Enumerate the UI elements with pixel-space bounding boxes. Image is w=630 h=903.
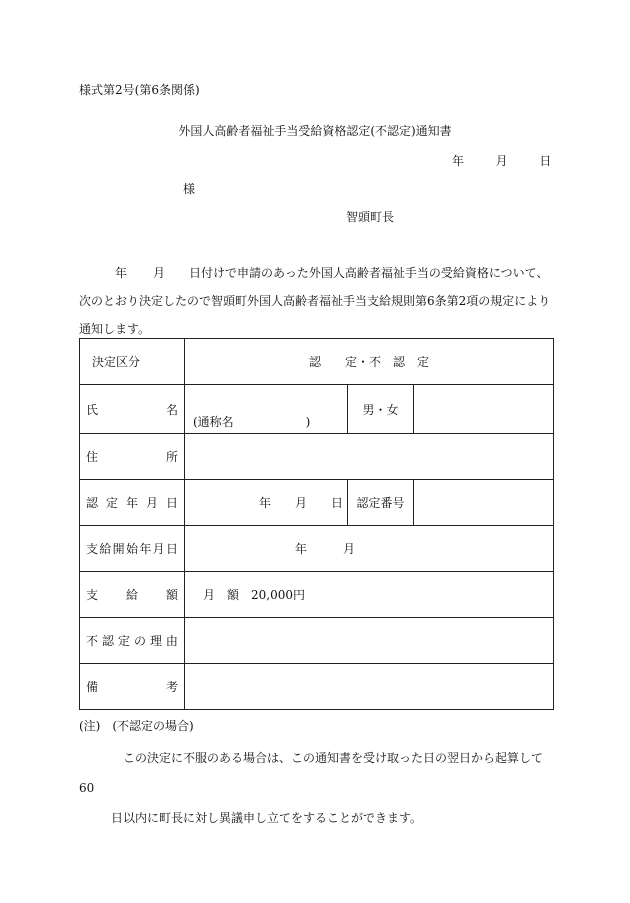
row-reason — [80, 618, 554, 664]
decision-value: 認 定・不 認 定 — [185, 339, 554, 385]
date-year: 年 — [452, 154, 465, 168]
address-value — [185, 434, 554, 480]
note-line-1: この決定に不服のある場合は、この通知書を受け取った日の翌日から起算して60 — [79, 751, 544, 795]
amount-value: 月 額 20,000円 — [185, 572, 554, 618]
reason-label: 不 認 定 の 理 由 — [80, 618, 185, 664]
cert-date-value: 年 月 日 — [185, 480, 348, 526]
decision-label: 決 定 区 分 — [92, 355, 141, 369]
cert-no-label: 認定番号 — [348, 480, 414, 526]
remarks-value — [185, 664, 554, 710]
body-month: 月 — [153, 266, 166, 280]
notice-table — [79, 338, 554, 710]
body-paragraph — [79, 259, 551, 343]
amount-label: 支 給 額 — [80, 572, 185, 618]
start-date-value: 年 月 — [185, 526, 554, 572]
row-name — [80, 385, 554, 434]
date-month: 月 — [495, 154, 508, 168]
body-text: 日付けで申請のあった外国人高齢者福祉手当の受給資格について、次のとおり決定したので智頭町外国人高齢者福祉手当支給規則第6条第2項の規定により通知します。 — [79, 266, 551, 336]
row-cert-date — [80, 480, 554, 526]
start-date-label: 支 給 開 始 年 月 日 — [80, 526, 185, 572]
name-label: 氏 名 — [80, 385, 185, 434]
form-number: 様式第2号(第6条関係) — [79, 83, 200, 97]
row-remarks — [80, 664, 554, 710]
sex-value: 男・女 — [348, 385, 414, 434]
alias-cell — [185, 385, 348, 434]
document-title: 外国人高齢者福祉手当受給資格認定(不認定)通知書 — [178, 124, 452, 138]
reason-value — [185, 618, 554, 664]
issue-date — [452, 152, 551, 169]
note-line-2: 日以内に町長に対し異議申し立てをすることができます。 — [111, 811, 423, 825]
remarks-label: 備 考 — [80, 664, 185, 710]
note-body — [79, 743, 551, 833]
date-day: 日 — [539, 154, 552, 168]
note-heading: (注) (不認定の場合) — [79, 719, 194, 733]
alias-text: (通称名 ) — [193, 415, 311, 429]
issuer: 智頭町長 — [346, 210, 395, 224]
row-start-date — [80, 526, 554, 572]
sex-blank — [414, 385, 554, 434]
body-year: 年 — [115, 266, 128, 280]
address-label: 住 所 — [80, 434, 185, 480]
row-amount — [80, 572, 554, 618]
addressee: 様 — [183, 182, 196, 196]
row-address — [80, 434, 554, 480]
cert-date-label: 認 定 年 月 日 — [80, 480, 185, 526]
row-decision — [80, 339, 554, 385]
cert-no-value — [414, 480, 554, 526]
